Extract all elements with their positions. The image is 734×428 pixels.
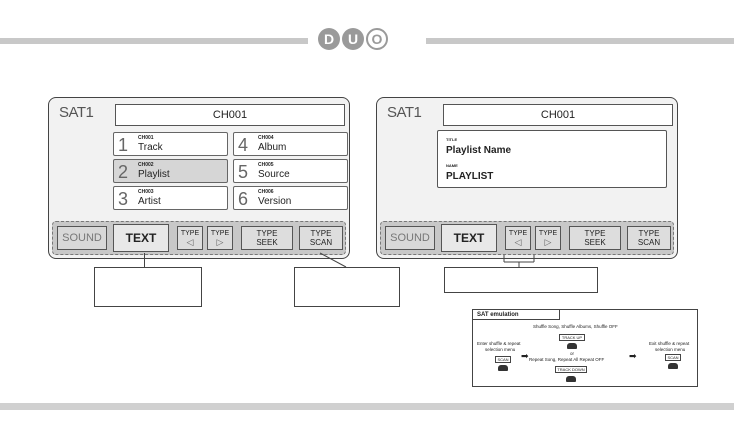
preset-channel: CH006 [258,189,274,195]
repeat-options-text: Repeat Song, Repeat All Repeat OFF [529,357,605,362]
preset-label: Source [258,169,290,180]
scan-bottom-label: SCAN [637,238,661,247]
type-label: TYPE [508,230,528,237]
preset-screen [48,97,350,259]
preset-button-3[interactable] [113,186,228,210]
preset-label: Track [138,142,163,153]
hand-press-icon [567,343,577,349]
sat-emulation-panel [472,309,698,387]
soft-key-bar [380,221,674,255]
hand-press-icon [566,376,576,382]
preset-button-2[interactable] [113,159,228,183]
preset-number: 1 [118,135,129,155]
enter-menu-text-2: selection menu [485,347,516,352]
type-prev-button[interactable] [177,226,203,250]
type-label: TYPE [210,230,230,237]
source-label: SAT1 [387,104,422,121]
preset-channel: CH002 [138,162,154,168]
hand-press-icon [668,363,678,369]
preset-label: Album [258,142,287,153]
preset-number: 2 [118,162,129,182]
track-down-key[interactable]: TRACK DOWN [555,366,587,373]
logo-letter-u: U [342,28,364,50]
type-seek-button[interactable] [241,226,293,250]
seek-top-label: TYPE [256,229,278,238]
sat-emulation-title: SAT emulation [472,309,560,320]
exit-menu-text-1: Exit shuffle & repeat [649,341,690,346]
preset-label: Artist [138,196,161,207]
scan-bottom-label: SCAN [309,238,333,247]
preset-number: 5 [238,162,249,182]
type-prev-button[interactable] [505,226,531,250]
soft-key-bar [52,221,346,255]
title-key: TITLE [446,137,458,142]
text-info-box [437,130,667,188]
exit-menu-text-2: selection menu [655,347,686,352]
preset-channel: CH004 [258,135,274,141]
shuffle-options-text: Shuffle Song, Shuffle Albums, Shuffle OFF [533,324,618,329]
name-value: PLAYLIST [446,171,494,182]
text-info-screen [376,97,678,259]
preset-button-5[interactable] [233,159,348,183]
enter-menu-text-1: Enter shuffle & repeat [477,341,521,346]
text-button[interactable]: TEXT [441,224,497,252]
sound-button[interactable]: SOUND [385,226,435,250]
right-arrow-icon: ➡ [629,351,637,361]
type-label: TYPE [180,230,200,237]
type-seek-button[interactable] [569,226,621,250]
preset-channel: CH005 [258,162,274,168]
preset-channel: CH001 [138,135,154,141]
preset-number: 6 [238,189,249,209]
type-label: TYPE [538,230,558,237]
header-rule-left [0,38,308,44]
right-arrow-icon: ▷ [544,237,552,247]
title-value: Playlist Name [446,145,512,156]
header-rule-right [426,38,734,44]
preset-button-4[interactable] [233,132,348,156]
scan-key-right[interactable]: SCAN [665,354,681,361]
left-arrow-icon: ◁ [514,237,522,247]
callout-box-type [444,267,598,293]
scan-top-label: TYPE [638,229,660,238]
scan-key-left[interactable]: SCAN [495,356,511,363]
text-button[interactable]: TEXT [113,224,169,252]
type-next-button[interactable] [535,226,561,250]
or-text: or [570,351,575,356]
preset-button-6[interactable] [233,186,348,210]
duo-logo [318,28,388,50]
preset-button-1[interactable] [113,132,228,156]
type-scan-button[interactable] [627,226,671,250]
type-scan-button[interactable] [299,226,343,250]
channel-display: CH001 [443,104,673,126]
track-up-key[interactable]: TRACK UP [559,334,585,341]
seek-bottom-label: SEEK [584,238,606,247]
logo-letter-d: D [318,28,340,50]
preset-label: Version [258,196,292,207]
logo-letter-o: O [366,28,388,50]
preset-number: 4 [238,135,249,155]
scan-top-label: TYPE [310,229,332,238]
preset-channel: CH003 [138,189,154,195]
callout-box-text [94,267,202,307]
right-arrow-icon: ▷ [216,237,224,247]
callout-line-text [144,253,145,267]
seek-bottom-label: SEEK [256,238,278,247]
type-next-button[interactable] [207,226,233,250]
footer-rule [0,403,734,410]
sound-button[interactable]: SOUND [57,226,107,250]
callout-box-scan [294,267,400,307]
hand-press-icon [498,365,508,371]
right-arrow-icon: ➡ [521,351,529,361]
preset-number: 3 [118,189,129,209]
preset-label: Playlist [138,169,170,180]
channel-display: CH001 [115,104,345,126]
left-arrow-icon: ◁ [186,237,194,247]
seek-top-label: TYPE [584,229,606,238]
source-label: SAT1 [59,104,94,121]
name-key: NAME [446,163,458,168]
